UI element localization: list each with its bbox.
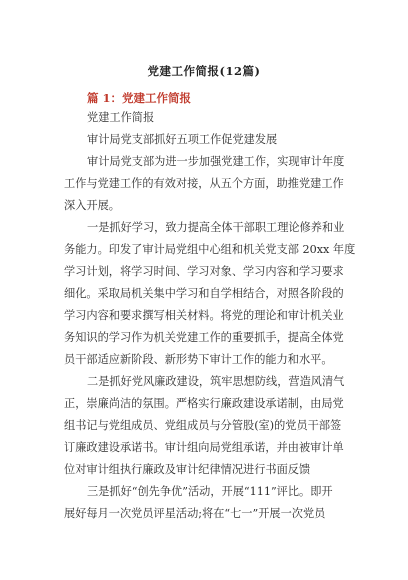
body-line: 学习计划，将学习时间、学习对象、学习内容和学习要求	[64, 265, 344, 278]
body-line: 深入开展。	[64, 199, 120, 212]
body-line: 订廉政建设承诺书。审计组向局党组承诺，并由被审计单	[64, 441, 344, 454]
body-line: 细化。采取局机关集中学习和自学相结合，对照各阶段的	[64, 287, 344, 300]
body-line: 员干部适应新阶段、新形势下审计工作的能力和水平。	[64, 353, 333, 366]
body-line: 工作与党建工作的有效对接，从五个方面，助推党建工作	[64, 177, 344, 190]
body-line: 学习内容和要求撰写相关材料。将党的理论和审计机关业	[64, 309, 344, 322]
body-line: 一是抓好学习，致力提高全体干部职工理论修养和业	[87, 221, 345, 234]
body-line: 位对审计组执行廉政及审计纪律情况进行书面反馈	[64, 463, 311, 476]
body-line: 展好每月一次党员评星活动;将在“七一”开展一次党员	[64, 507, 326, 520]
body-line: 审计局党支部为进一步加强党建工作，实现审计年度	[87, 155, 345, 168]
body-line: 务知识的学习作为机关党建工作的重要抓手，提高全体党	[64, 331, 344, 344]
document-title: 党建工作简报(12篇)	[147, 64, 261, 78]
section-heading: 篇 1：党建工作简报	[87, 91, 192, 105]
body-line: 审计局党支部抓好五项工作促党建发展	[87, 133, 278, 146]
body-line: 党建工作简报	[87, 111, 155, 124]
body-line: 三是抓好“创先争优”活动，开展“111”评比。即开	[87, 485, 333, 498]
body-line: 务能力。印发了审计局党组中心组和机关党支部 20xx 年度	[64, 243, 356, 256]
body-line: 二是抓好党风廉政建设，筑牢思想防线，营造风清气	[87, 375, 345, 388]
body-line: 正，崇廉尚洁的氛围。严格实行廉政建设承诺制，由局党	[64, 397, 344, 410]
body-line: 组书记与党组成员、党组成员与分管股(室)的党员干部签	[64, 419, 342, 432]
